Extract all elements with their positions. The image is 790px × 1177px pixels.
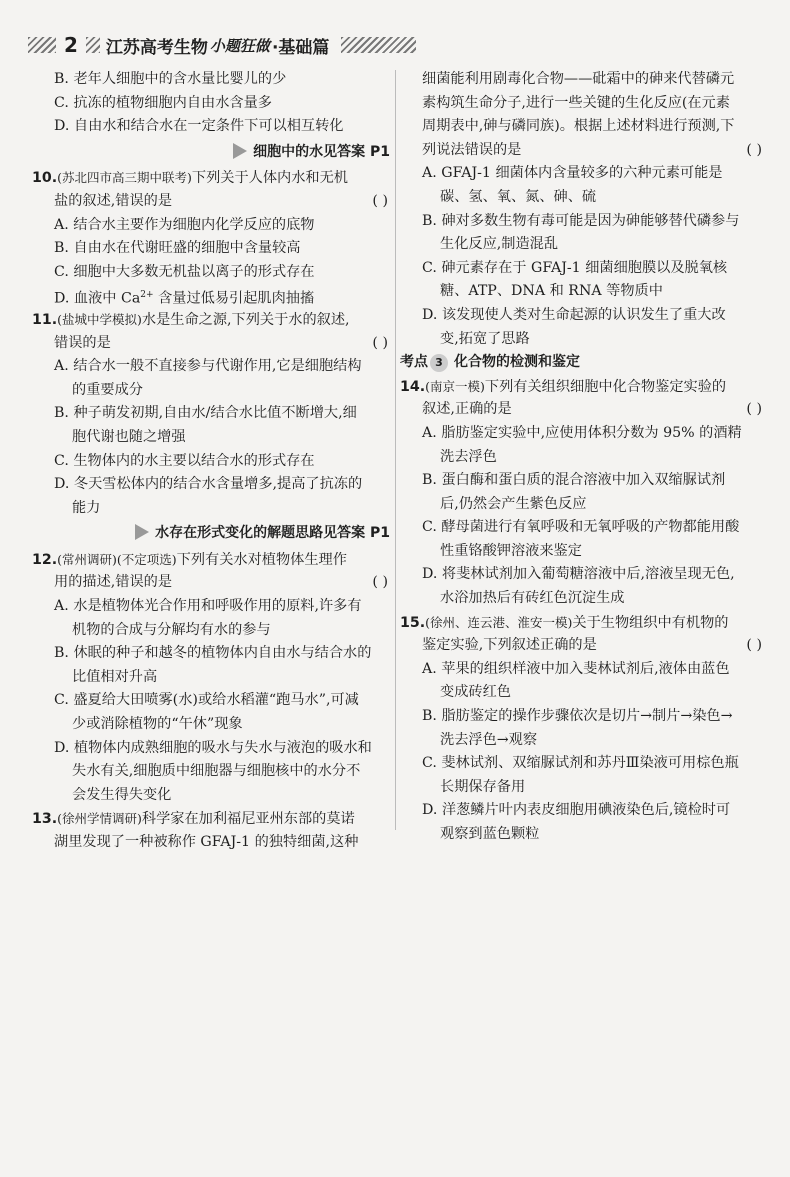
question-number: 10. xyxy=(32,170,58,187)
answer-blank: ( ) xyxy=(372,574,388,591)
question-source: (南京一模) xyxy=(425,378,485,394)
arrow-icon xyxy=(233,143,247,159)
option-d: D. 洋葱鳞片叶内表皮细胞用碘液染色后,镜检时可 xyxy=(422,802,731,819)
page-header xyxy=(28,30,768,60)
option-b: B. 休眠的种子和越冬的植物体内自由水与结合水的 xyxy=(54,645,372,662)
option-a: A. GFAJ-1 细菌体内含量较多的六种元素可能是 xyxy=(422,165,723,182)
answer-blank: ( ) xyxy=(746,401,762,418)
question-number: 15. xyxy=(400,614,426,631)
question-source: (苏北四市高三期中联考) xyxy=(57,170,192,186)
option-c: C. 抗冻的植物细胞内自由水含量多 xyxy=(54,94,272,111)
question-number: 14. xyxy=(400,378,426,395)
option-d-cont: 观察到蓝色颗粒 xyxy=(440,826,540,842)
question-stem: 鉴定实验,下列叙述正确的是 xyxy=(422,637,597,654)
book-title: 江苏高考生物 xyxy=(105,37,208,58)
question-stem: 叙述,正确的是 xyxy=(422,401,512,418)
option-b-cont: 后,仍然会产生紫色反应 xyxy=(440,495,587,512)
option-d-cont: 失水有关,细胞质中细胞器与细胞核中的水分不 xyxy=(72,763,361,780)
question-source: (徐州学情调研) xyxy=(57,811,142,827)
question-stem: 下列关于人体内水和无机 xyxy=(191,170,348,187)
answer-reference: 细胞中的水见答案 P1 xyxy=(32,141,390,165)
left-column xyxy=(32,68,390,855)
answer-blank: ( ) xyxy=(372,192,388,209)
question-stem: 用的描述,错误的是 xyxy=(54,574,173,591)
section-number-badge: 3 xyxy=(430,354,448,372)
option-a-cont: 机物的合成与分解均有水的参与 xyxy=(72,621,271,638)
arrow-icon xyxy=(135,524,149,540)
section-label: 考点 xyxy=(400,354,428,371)
question-stem: 下列有关组织细胞中化合物鉴定实验的 xyxy=(484,378,727,395)
question-stem: 周期表中,砷与磷同族)。根据上述材料进行预测,下 xyxy=(422,118,735,135)
question-stem: 素构筑生命分子,进行一些关键的生化反应(在元素 xyxy=(422,94,730,111)
question-stem: 列说法错误的是 xyxy=(422,141,522,158)
header-hatch-left xyxy=(28,37,56,53)
question-15 xyxy=(400,611,764,847)
series-logo: 小题狂做 xyxy=(209,36,270,55)
question-stem: 盐的叙述,错误的是 xyxy=(54,192,173,209)
question-source: (常州调研)(不定项选) xyxy=(57,551,177,567)
option-b: B. 自由水在代谢旺盛的细胞中含量较高 xyxy=(54,240,301,257)
header-hatch-mid xyxy=(86,37,100,53)
option-b: B. 老年人细胞中的含水量比婴儿的少 xyxy=(54,71,287,87)
question-stem: 错误的是 xyxy=(54,334,111,351)
question-stem: 细菌能利用剧毒化合物——砒霜中的砷来代替磷元 xyxy=(422,71,735,87)
question-11 xyxy=(32,308,390,520)
option-d: D. 该发现使人类对生命起源的认识发生了重大改 xyxy=(422,306,726,323)
question-stem: 关于生物组织中有机物的 xyxy=(572,614,729,631)
option-c: C. 细胞中大多数无机盐以离子的形式存在 xyxy=(54,263,315,280)
option-b-cont: 生化反应,制造混乱 xyxy=(440,236,559,253)
question-9-tail xyxy=(32,68,390,139)
header-hatch-right xyxy=(341,37,416,53)
option-d: D. 血液中 $Ca^{2+}$ 含量过低易引起肌肉抽搐 xyxy=(54,290,315,308)
right-column xyxy=(400,68,764,847)
question-stem: 下列有关水对植物体生理作 xyxy=(176,551,347,568)
option-b: B. 蛋白酶和蛋白质的混合溶液中加入双缩脲试剂 xyxy=(422,472,726,489)
option-d-cont: 能力 xyxy=(72,499,101,516)
option-a-cont: 的重要成分 xyxy=(72,381,143,398)
option-a: A. 结合水主要作为细胞内化学反应的底物 xyxy=(54,216,315,233)
option-c-cont: 长期保存备用 xyxy=(440,778,526,795)
option-d: D. 自由水和结合水在一定条件下可以相互转化 xyxy=(54,118,344,135)
option-d: D. 植物体内成熟细胞的吸水与失水与液泡的吸水和 xyxy=(54,739,372,756)
option-b: B. 种子萌发初期,自由水/结合水比值不断增大,细 xyxy=(54,405,357,422)
option-b: B. 砷对多数生物有毒可能是因为砷能够替代磷参与 xyxy=(422,212,740,229)
option-d-cont: 水浴加热后有砖红色沉淀生成 xyxy=(440,590,625,607)
page-number: 2 xyxy=(64,33,78,57)
option-a-cont: 碳、氢、氧、氮、砷、硫 xyxy=(440,188,597,205)
option-b: B. 脂肪鉴定的操作步骤依次是切片→制片→染色→ xyxy=(422,708,733,725)
option-c-cont: 糖、ATP、DNA 和 RNA 等物质中 xyxy=(440,283,663,300)
option-a-cont: 变成砖红色 xyxy=(440,684,511,701)
option-d: D. 冬天雪松体内的结合水含量增多,提高了抗冻的 xyxy=(54,476,363,493)
option-b-cont: 比值相对升高 xyxy=(72,668,158,685)
question-stem: 湖里发现了一种被称作 GFAJ-1 的独特细菌,这种 xyxy=(54,834,359,850)
option-d-cont: 会发生得失变化 xyxy=(72,786,172,803)
option-a: A. 苹果的组织样液中加入斐林试剂后,液体由蓝色 xyxy=(422,660,730,677)
question-source: (徐州、连云港、淮安一模) xyxy=(425,614,573,630)
question-number: 13. xyxy=(32,811,58,828)
option-c: C. 酵母菌进行有氧呼吸和无氧呼吸的产物都能用酸 xyxy=(422,519,740,536)
option-d-cont: 变,拓宽了思路 xyxy=(440,330,530,347)
section-title: 化合物的检测和鉴定 xyxy=(454,354,580,371)
question-stem: 科学家在加利福尼亚州东部的莫诺 xyxy=(141,811,355,828)
answer-blank: ( ) xyxy=(746,141,762,158)
option-a-cont: 洗去浮色 xyxy=(440,448,497,465)
question-10 xyxy=(32,166,390,308)
option-a: A. 水是植物体光合作用和呼吸作用的原料,许多有 xyxy=(54,598,362,615)
question-source: (盐城中学模拟) xyxy=(57,311,142,327)
answer-blank: ( ) xyxy=(746,637,762,654)
option-c: C. 盛夏给大田喷雾(水)或给水稻灌“跑马水”,可减 xyxy=(54,692,359,709)
option-b-cont: 胞代谢也随之增强 xyxy=(72,428,186,445)
question-stem: 水是生命之源,下列关于水的叙述, xyxy=(141,311,350,328)
section-heading xyxy=(400,351,764,375)
option-b-cont: 洗去浮色→观察 xyxy=(440,731,538,748)
option-c-cont: 性重铬酸钾溶液来鉴定 xyxy=(440,542,582,559)
question-number: 11. xyxy=(32,311,58,328)
option-c: C. 砷元素存在于 GFAJ-1 细菌细胞膜以及脱氧核 xyxy=(422,259,728,276)
option-c-cont: 少或消除植物的“午休”现象 xyxy=(72,716,243,733)
question-number: 12. xyxy=(32,551,58,568)
option-d: D. 将斐林试剂加入葡萄糖溶液中后,溶液呈现无色, xyxy=(422,566,735,583)
option-a: A. 脂肪鉴定实验中,应使用体积分数为 95% 的酒精 xyxy=(422,424,742,441)
section-name: ·基础篇 xyxy=(271,37,330,58)
option-a: A. 结合水一般不直接参与代谢作用,它是细胞结构 xyxy=(54,358,362,375)
question-13-continued xyxy=(400,68,764,351)
answer-reference: 水存在形式变化的解题思路见答案 P1 xyxy=(32,522,390,546)
column-divider xyxy=(395,70,396,830)
question-14 xyxy=(400,375,764,611)
option-c: C. 生物体内的水主要以结合水的形式存在 xyxy=(54,452,315,469)
question-13 xyxy=(32,807,390,854)
question-12 xyxy=(32,548,390,808)
option-c: C. 斐林试剂、双缩脲试剂和苏丹Ⅲ染液可用棕色瓶 xyxy=(422,755,739,772)
answer-blank: ( ) xyxy=(372,334,388,351)
